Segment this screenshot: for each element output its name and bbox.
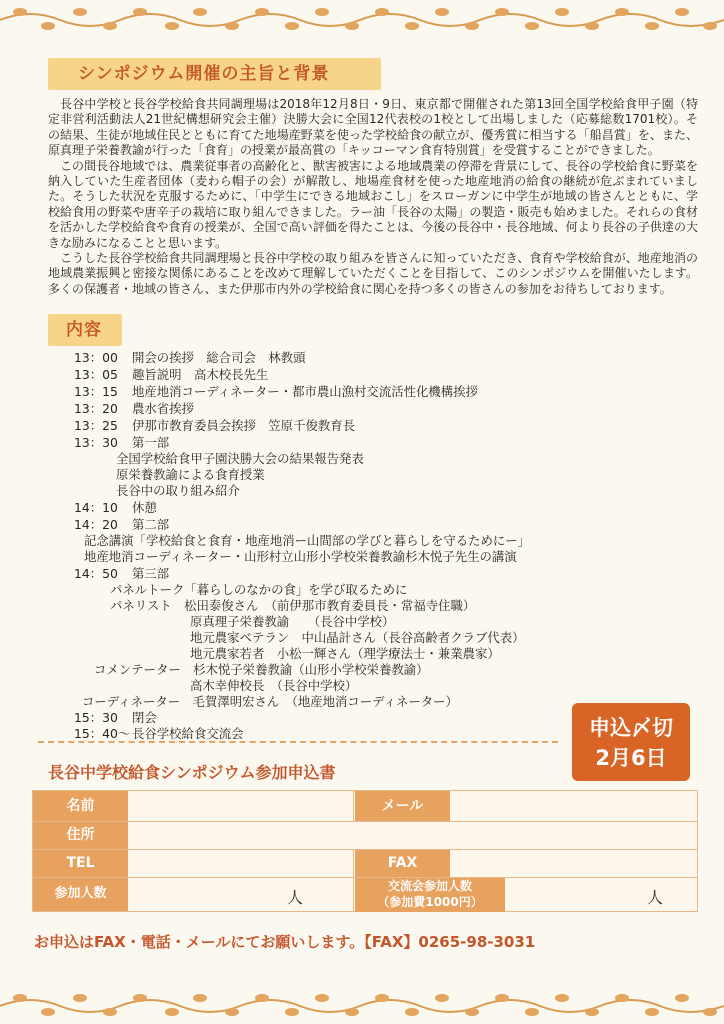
- schedule-row: [74, 348, 305, 366]
- form-divider: [33, 821, 697, 822]
- schedule-text: パネルトーク「暮らしのなかの食」を学び取るために: [110, 582, 408, 597]
- schedule-text: コメンテーター 杉木悦子栄養教諭（山形小学校栄養教諭）: [94, 662, 429, 677]
- schedule-text: 伊那市教育委員会挨拶 笠原千俊教育長: [132, 418, 356, 433]
- fax-label: FAX: [355, 849, 450, 877]
- form-divider: [33, 849, 697, 850]
- intro-paragraph: こうした長谷学校給食共同調理場と長谷中学校の取り組みを皆さんに知っていただき、食育や学校給食が、地産地消の地域農業振興と密接な関係にあることを改めて理解していただくことを目指して、このシンポジウムを開催いたします。多くの保護者・地域の皆さん、また伊那市内外の学校給食に関心を持つ多くの皆さんの参加をお待ちしております。: [48, 251, 698, 296]
- schedule-text: 地産地消コーディネーター・都市農山漁村交流活性化機構挨拶: [132, 384, 478, 399]
- application-form: [32, 790, 698, 912]
- schedule-text: 長谷中の取り組み紹介: [116, 483, 240, 498]
- intro-paragraph: この間長谷地域では、農業従事者の高齢化と、獣害被害による地域農業の停滞を背景にして、長谷の学校給食に野菜を納入していた生産者団体（麦わら帽子の会）が解散し、地場産食材を使った地産地消の給食の継続が危ぶまれていました。そうした状況を克服するために、「中学生にできる地域おこし」をスローガンに中学生が地域の皆さんとともに、学校給食用の野菜や唐辛子の栽培に取り組んできました。ラー油「長谷の太陽」の製造・販売も始めました。それらの食材を活かした学校給食や食育の授業が、全国で高い評価を得たことは、今後の長谷中・長谷地域、何より長谷の子供達の大きな励みになることと思います。: [48, 158, 698, 250]
- schedule-time: 13：20: [74, 401, 118, 416]
- exchange-label-box: [355, 877, 505, 912]
- schedule-time: 13：05: [74, 367, 118, 382]
- schedule-row: [116, 481, 240, 499]
- schedule-time: 13：25: [74, 418, 118, 433]
- schedule-time: 14：20: [74, 517, 118, 532]
- intro-heading: シンポジウム開催の主旨と背景: [48, 58, 381, 90]
- intro-paragraph: 長谷中学校と長谷学校給食共同調理場は2018年12月8日・9日、東京都で開催された第13回全国学校給食甲子園（特定非営利活動法人21世紀構想研究会主催）決勝大会に全国12代表校の1校として出場しました（応募総数1701校）。その結果、生徒が地域住民とともに育てた地場産野菜を使った学校給食の献立が、優秀賞に相当する「船昌賞」を、また、原真理子栄養教諭が行った「食育」の授業が最高賞の「キッコーマン食育特別賞」を受賞することができました。: [48, 97, 698, 158]
- schedule-time: 13：15: [74, 384, 118, 399]
- exchange-fee: （参加費1000円）: [377, 895, 483, 909]
- schedule-text: 第一部: [132, 435, 170, 450]
- schedule-text: 地元農家若者 小松一輝さん（理学療法士・兼業農家）: [190, 646, 500, 661]
- email-label: メール: [355, 791, 450, 821]
- participants-field[interactable]: [129, 877, 353, 911]
- schedule-text: 原栄養教諭による食育授業: [116, 467, 265, 482]
- schedule-text: 高木幸伸校長 （長谷中学校）: [190, 678, 358, 693]
- exchange-field[interactable]: [506, 877, 697, 911]
- address-label: 住所: [33, 821, 128, 849]
- deadline-date: 2月6日: [595, 746, 667, 770]
- tel-label: TEL: [33, 849, 128, 877]
- schedule-row: [74, 382, 478, 400]
- participants-label: 参加人数: [33, 877, 128, 911]
- bottom-vine-border: [0, 988, 724, 1024]
- fax-field[interactable]: [451, 849, 697, 877]
- exchange-label: 交流会参加人数: [387, 879, 472, 893]
- intro-text: [48, 97, 698, 297]
- form-title: 長谷中学校給食シンポジウム参加申込書: [48, 763, 336, 782]
- schedule-text: 休憩: [132, 500, 157, 515]
- schedule-time: 13：30: [74, 435, 118, 450]
- participants-unit: 人: [287, 888, 304, 907]
- form-divider: [33, 877, 697, 878]
- deadline-badge: [572, 703, 690, 781]
- schedule-text: 閉会: [132, 710, 157, 725]
- schedule-text: 農水省挨拶: [132, 401, 194, 416]
- email-field[interactable]: [451, 791, 697, 821]
- schedule-time: 14：50: [74, 566, 118, 581]
- name-field[interactable]: [129, 791, 353, 821]
- schedule-time: 13：00: [74, 350, 118, 365]
- fax-number: 0265-98-3031: [418, 933, 536, 951]
- schedule-text: 原真理子栄養教諭 （長谷中学校）: [190, 614, 395, 629]
- schedule-text: 全国学校給食甲子園決勝大会の結果報告発表: [116, 451, 364, 466]
- tel-field[interactable]: [129, 849, 353, 877]
- schedule-row: [84, 547, 517, 565]
- schedule-text: 開会の挨拶 総合司会 林教頭: [132, 350, 306, 365]
- name-label: 名前: [33, 791, 128, 821]
- schedule-time: 15：40～: [74, 726, 131, 741]
- schedule-text: コーディネーター 毛賀澤明宏さん （地産地消コーディネーター）: [82, 694, 458, 709]
- program-heading: 内容: [48, 314, 122, 346]
- schedule-row: [74, 498, 157, 516]
- address-field[interactable]: [129, 821, 697, 849]
- exchange-unit: 人: [647, 888, 664, 907]
- schedule-row: [74, 724, 244, 742]
- schedule-text: 趣旨説明 高木校長先生: [132, 367, 269, 382]
- schedule-row: [74, 416, 355, 434]
- cut-line: [38, 741, 558, 743]
- deadline-label: 申込〆切: [589, 716, 673, 740]
- fax-label-text: 【FAX】: [364, 933, 419, 951]
- schedule-row: [74, 365, 268, 383]
- schedule-text: 第二部: [132, 517, 170, 532]
- schedule-time: 15：30: [74, 710, 118, 725]
- form-divider: [353, 791, 354, 821]
- form-divider: [353, 849, 354, 911]
- schedule-text: 記念講演「学校給食と食育・地産地消ー山間部の学びと暮らしを守るためにー」: [84, 533, 531, 548]
- schedule-text: 地産地消コーディネーター・山形村立山形小学校栄養教諭杉木悦子先生の講演: [84, 549, 517, 564]
- application-note: [34, 931, 535, 952]
- schedule-time: 14：10: [74, 500, 118, 515]
- schedule-text: 地元農家ベテラン 中山晶計さん（長谷高齢者クラブ代表）: [190, 630, 525, 645]
- schedule-text: 長谷学校給食交流会: [132, 726, 244, 741]
- top-vine-border: [0, 0, 724, 36]
- schedule-text: 第三部: [132, 566, 170, 581]
- schedule-row: [74, 399, 194, 417]
- note-text: お申込はFAX・電話・メールにてお願いします。: [34, 933, 365, 951]
- schedule-text: パネリスト 松田泰俊さん （前伊那市教育委員長・常福寺住職）: [110, 598, 476, 613]
